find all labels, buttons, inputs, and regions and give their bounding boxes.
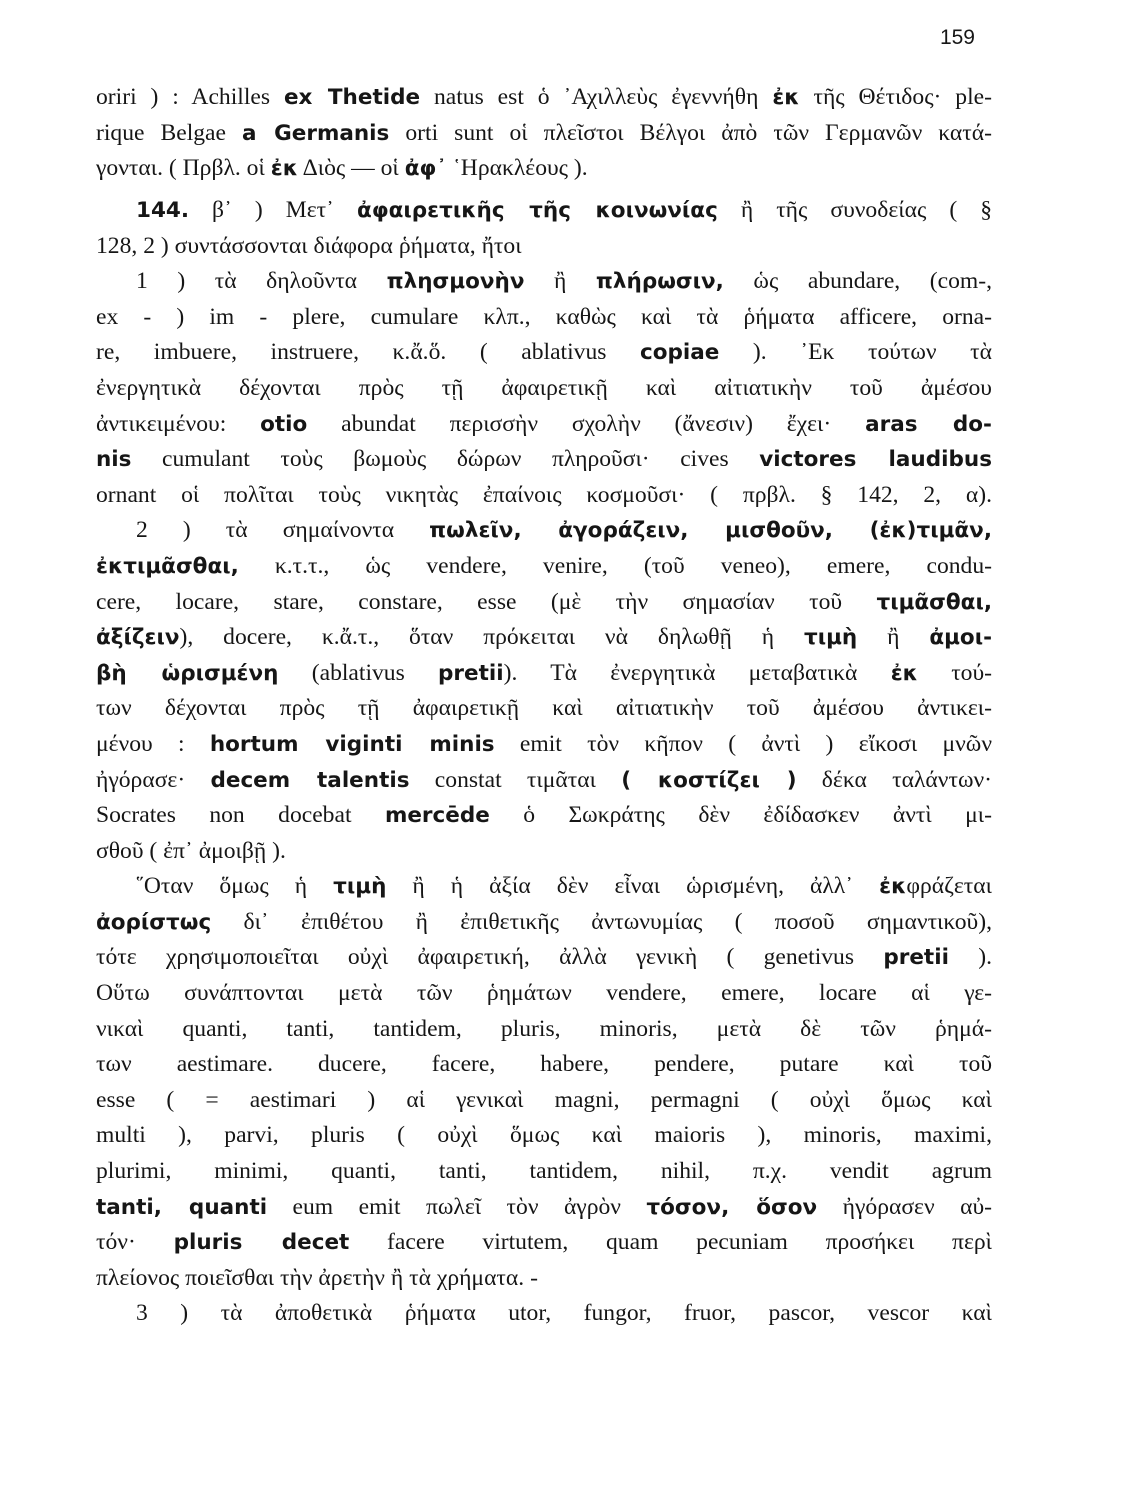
text-line: cere, locare, stare, constare, esse (μὲ τὴν σημασίαν τοῦ τιμᾶσθαι, <box>96 588 992 615</box>
text-line: rique Belgae a Germanis orti sunt οἱ πλεῖστοι Βέλγοι ἀπὸ τῶν Γερμανῶν κατά- <box>96 119 992 146</box>
text-line: τότε χρησιμοποιεῖται οὐχὶ ἀφαιρετική, ἀλλὰ γενικὴ ( genetivus pretii ). <box>96 944 992 971</box>
text-line: oriri ) : Achilles ex Thetide natus est ὁ ᾽Αχιλλεὺς ἐγεννήθη ἐκ τῆς Θέτιδος· ple- <box>96 84 992 110</box>
text-line: ἀξίζειν), docere, κ.ἄ.τ., ὅταν πρόκειται νὰ δηλωθῇ ἡ τιμὴ ἢ ἀμοι- <box>96 624 993 651</box>
section-heading-line: 144. β᾽ ) Μετ᾽ ἀφαιρετικῆς τῆς κοινωνίας ἢ τῆς συνοδείας ( § <box>136 197 992 223</box>
text-line: tanti, quanti eum emit πωλεῖ τὸν ἀγρὸν τόσον, ὅσον ἠγόρασεν αὐ- <box>96 1193 992 1220</box>
section-144 <box>96 193 992 1332</box>
text-line: 1 ) τὰ δηλοῦντα πλησμονὴν ἢ πλήρωσιν, ὡς abundare, (com-, <box>136 268 992 295</box>
text-line: esse ( = aestimari ) αἱ γενικαὶ magni, permagni ( οὐχὶ ὅμως καὶ <box>96 1086 992 1113</box>
text-line: ἀορίστως δι᾽ ἐπιθέτου ἢ ἐπιθετικῆς ἀντωνυμίας ( ποσοῦ σημαντικοῦ), <box>96 908 992 935</box>
text-line: των aestimare. ducere, facere, habere, pendere, putare καὶ τοῦ <box>96 1051 992 1078</box>
page-number: 159 <box>939 26 975 49</box>
text-line: plurimi, minimi, quanti, tanti, tantidem, nihil, π.χ. vendit agrum <box>96 1158 992 1185</box>
text-line: πλείονος ποιεῖσθαι τὴν ἀρετὴν ἢ τὰ χρήματα. - <box>96 1264 538 1291</box>
text-line: ἐκτιμᾶσθαι, κ.τ.τ., ὡς vendere, venire, (τοῦ veneo), emere, condu- <box>96 552 992 579</box>
text-line: ex - ) im - plere, cumulare κλπ., καθὼς καὶ τὰ ῥήματα afficere, orna- <box>96 303 992 330</box>
text-line: Socrates non docebat mercēde ὁ Σωκράτης δὲν ἐδίδασκεν ἀντὶ μι- <box>96 802 992 829</box>
text-line: multi ), parvi, pluris ( οὐχὶ ὅμως καὶ maioris ), minoris, maximi, <box>96 1122 992 1149</box>
text-line: ἀντικειμένου: otio abundat περισσὴν σχολὴν (ἄνεσιν) ἔχει· aras do- <box>96 410 992 437</box>
text-line: re, imbuere, instruere, κ.ἄ.ὅ. ( ablativus copiae ). ᾽Εκ τούτων τὰ <box>96 339 992 366</box>
text-line: 128, 2 ) συντάσσονται διάφορα ῥήματα, ἤτοι <box>96 232 522 259</box>
text-line: ἠγόρασε· decem talentis constat τιμᾶται ( κοστίζει ) δέκα ταλάντων· <box>96 766 992 793</box>
text-line: τόν· pluris decet facere virtutem, quam pecuniam προσήκει περὶ <box>96 1229 992 1256</box>
text-line: ῞Οταν ὅμως ἡ τιμὴ ἢ ἡ ἀξία δὲν εἶναι ὡρισμένη, ἀλλ᾽ ἐκφράζεται <box>136 873 992 900</box>
text-line: nis cumulant τοὺς βωμοὺς δώρων πληροῦσι· cives victores laudibus <box>96 446 992 473</box>
text-line: Οὕτω συνάπτονται μετὰ τῶν ῥημάτων vendere, emere, locare αἱ γε- <box>96 980 992 1007</box>
text-line: σθοῦ ( ἐπ᾽ ἀμοιβῇ ). <box>96 837 286 864</box>
text-line: βὴ ὡρισμένη (ablativus pretii). Τὰ ἐνεργητικὰ μεταβατικὰ ἐκ τού- <box>96 659 993 686</box>
text-line: ornant οἱ πολῖται τοὺς νικητὰς ἐπαίνοις κοσμοῦσι· ( πρβλ. § 142, 2, α). <box>96 481 992 508</box>
text-line: γονται. ( Πρβλ. οἱ ἐκ Διὸς — οἱ ἀφ᾽ ῾Ηρακλέους ). <box>96 155 588 182</box>
text-line: νικαὶ quanti, tanti, tantidem, pluris, minoris, μετὰ δὲ τῶν ῥημά- <box>96 1015 992 1042</box>
text-line: 2 ) τὰ σημαίνοντα πωλεῖν, ἀγοράζειν, μισθοῦν, (ἐκ)τιμᾶν, <box>136 517 992 544</box>
text-line: των δέχονται πρὸς τῇ ἀφαιρετικῇ καὶ αἰτιατικὴν τοῦ ἀμέσου ἀντικει- <box>96 695 992 722</box>
top-paragraph <box>96 80 992 187</box>
text-line: ἐνεργητικὰ δέχονται πρὸς τῇ ἀφαιρετικῇ καὶ αἰτιατικὴν τοῦ ἀμέσου <box>96 374 992 401</box>
text-line: μένου : hortum viginti minis emit τὸν κῆπον ( ἀντὶ ) εἴκοσι μνῶν <box>96 730 992 757</box>
text-line: 3 ) τὰ ἀποθετικὰ ῥήματα utor, fungor, fruor, pascor, vescor καὶ <box>136 1300 992 1327</box>
